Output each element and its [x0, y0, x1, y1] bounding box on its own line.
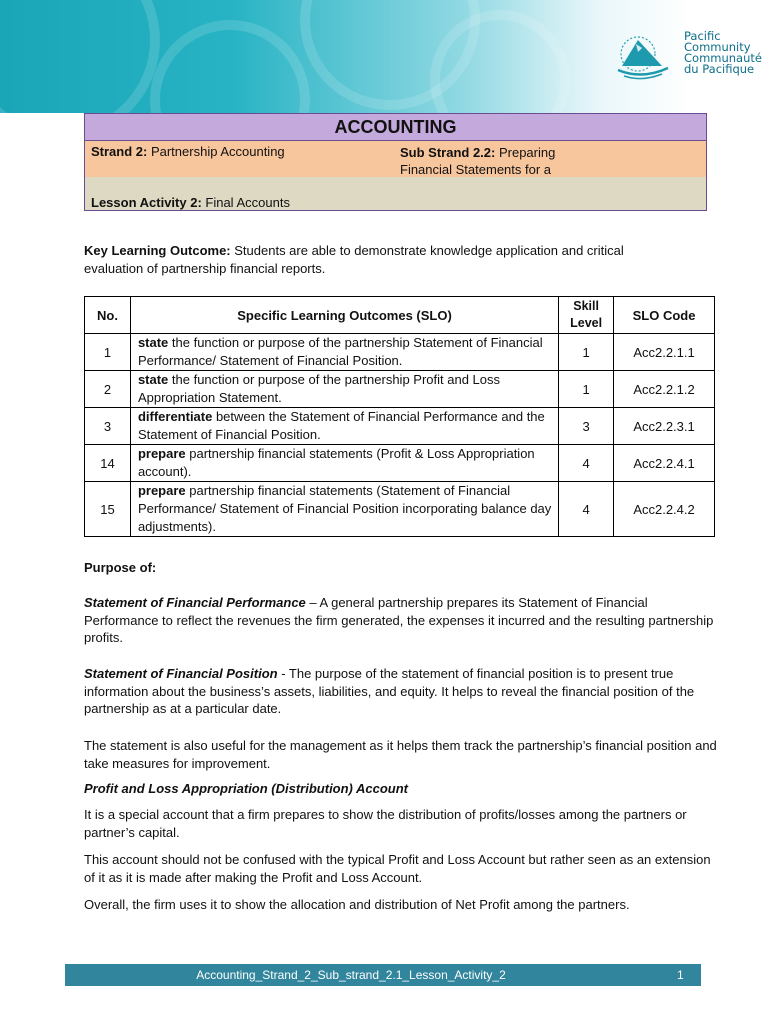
- table-row: [85, 408, 715, 445]
- table-row: [85, 371, 715, 408]
- strand-row: [85, 141, 706, 177]
- pla-paragraph-1: It is a special account that a firm prepares to show the distribution of profits/losses among the partners or partner’s capital.: [84, 807, 687, 840]
- pla-heading: Profit and Loss Appropriation (Distribution) Account: [84, 781, 409, 796]
- row-code: Acc2.2.4.2: [614, 482, 715, 537]
- row-skill: 1: [559, 334, 614, 371]
- row-skill: 3: [559, 408, 614, 445]
- lesson-row: [85, 177, 706, 210]
- col-header-slo: Specific Learning Outcomes (SLO): [130, 297, 558, 334]
- row-outcome: differentiate between the Statement of Financial Performance and the Statement of Financial Position.: [130, 408, 558, 445]
- row-no: 15: [85, 482, 131, 537]
- logo-text: Pacific Community Communauté du Pacifique: [684, 29, 762, 76]
- lesson-info: Lesson Activity 2: Final Accounts: [91, 195, 290, 210]
- col-header-skill: Skill Level: [559, 297, 614, 334]
- footer-filename: Accounting_Strand_2_Sub_strand_2.1_Lesson_Activity_2: [196, 968, 506, 982]
- row-skill: 1: [559, 371, 614, 408]
- subject-title: ACCOUNTING: [85, 114, 706, 141]
- table-row: [85, 445, 715, 482]
- row-code: Acc2.2.3.1: [614, 408, 715, 445]
- col-header-no: No.: [85, 297, 131, 334]
- pla-paragraph-2: This account should not be confused with the typical Profit and Loss Account but rather seen as an extension of it as it is made after making the Profit and Loss Account.: [84, 852, 711, 885]
- sofpos-paragraph: Statement of Financial Position - The purpose of the statement of financial position is to present true information about the business’s assets, liabilities, and equity. It helps to reveal the financial position of the partnership as at a particular date.: [84, 666, 695, 716]
- table-row: [85, 334, 715, 371]
- row-no: 1: [85, 334, 131, 371]
- page-number: 1: [677, 968, 684, 982]
- table-header-row: [85, 297, 715, 334]
- row-no: 14: [85, 445, 131, 482]
- row-outcome: prepare partnership financial statements (Statement of Financial Performance/ Statement of Financial Position incorporating balance day adjustments).: [130, 482, 558, 537]
- row-outcome: prepare partnership financial statements (Profit & Loss Appropriation account).: [130, 445, 558, 482]
- col-header-code: SLO Code: [614, 297, 715, 334]
- row-outcome: state the function or purpose of the partnership Statement of Financial Performance/ Statement of Financial Position.: [130, 334, 558, 371]
- row-outcome: state the function or purpose of the partnership Profit and Loss Appropriation Statement.: [130, 371, 558, 408]
- row-no: 2: [85, 371, 131, 408]
- page-footer: [65, 964, 701, 986]
- substrand-info: Sub Strand 2.2: Preparing Financial Statements for a: [400, 145, 556, 177]
- strand-info: Strand 2: Partnership Accounting: [91, 144, 285, 159]
- key-learning-outcome: Key Learning Outcome: Students are able to demonstrate knowledge application and critical evaluation of partnership financial reports.: [84, 243, 624, 276]
- usefulness-paragraph: The statement is also useful for the management as it helps them track the partnership’s financial position and take measures for improvement.: [84, 738, 717, 771]
- subject-header: [84, 113, 707, 211]
- row-skill: 4: [559, 482, 614, 537]
- pla-paragraph-3: Overall, the firm uses it to show the allocation and distribution of Net Profit among the partners.: [84, 897, 630, 912]
- row-no: 3: [85, 408, 131, 445]
- slo-table: [84, 296, 715, 537]
- purpose-heading: Purpose of:: [84, 560, 157, 575]
- island-emblem-icon: [612, 30, 674, 85]
- sofp-paragraph: Statement of Financial Performance – A general partnership prepares its Statement of Financial Performance to reflect the revenues the firm generated, the expenses it incurred and the resulting partnership profits.: [84, 595, 714, 645]
- pacific-community-logo: [612, 30, 762, 85]
- row-skill: 4: [559, 445, 614, 482]
- row-code: Acc2.2.4.1: [614, 445, 715, 482]
- row-code: Acc2.2.1.2: [614, 371, 715, 408]
- table-row: [85, 482, 715, 537]
- row-code: Acc2.2.1.1: [614, 334, 715, 371]
